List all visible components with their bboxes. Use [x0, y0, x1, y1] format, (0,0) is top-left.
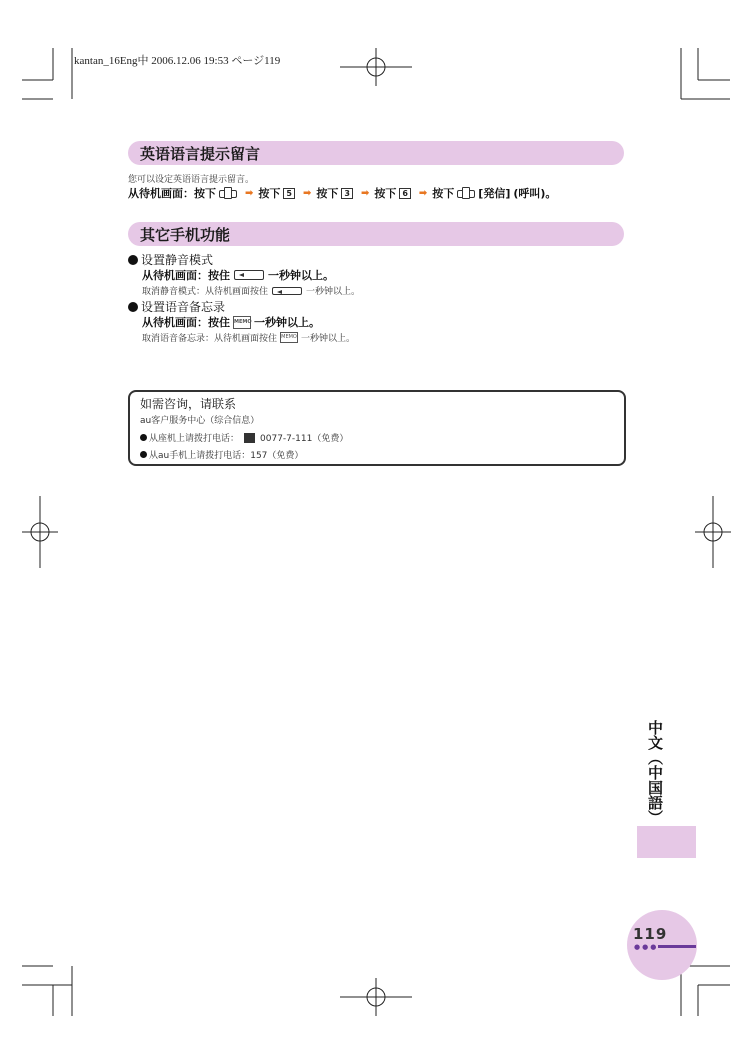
- center-key-icon: [457, 187, 475, 199]
- side-language-title: 中文（中国語）: [646, 720, 664, 825]
- manner-key-icon: [272, 287, 302, 295]
- silent-instr-b: 一秒钟以上。: [268, 269, 334, 282]
- memo-key-icon: MEMO: [233, 316, 251, 329]
- section-title-other-functions: [128, 222, 624, 246]
- section-title-english-message: [128, 141, 624, 165]
- section-title-text: 英语语言提示留言: [140, 145, 261, 163]
- voice-memo-heading: [128, 298, 225, 315]
- contact-box: [128, 390, 626, 466]
- contact-center: au客户服务中心（综合信息）: [140, 416, 260, 426]
- silent-heading-text: 设置静音模式: [141, 253, 214, 267]
- send-label: [発信]: [478, 187, 511, 200]
- silent-cancel-a: 取消静音模式：从待机画面按住: [142, 287, 269, 297]
- section1-instructions: [128, 185, 556, 201]
- instr-prefix: 从待机画面：按下: [128, 187, 216, 200]
- instr-press: 按下: [432, 187, 455, 200]
- mobile-label: 从au手机上请拨打电话：157（免费）: [149, 451, 304, 461]
- bullet-icon: [128, 255, 138, 265]
- key-6-icon: 6: [399, 188, 411, 199]
- section-title-text: 其它手机功能: [140, 226, 231, 244]
- memo-key-icon: MEMO: [280, 332, 298, 343]
- page-dots-icon: ●●●: [634, 943, 659, 951]
- memo-cancel: [142, 331, 355, 344]
- memo-instr-b: 一秒钟以上。: [254, 316, 320, 329]
- bullet-icon: [140, 451, 147, 458]
- memo-instr-a: 从待机画面：按住: [142, 316, 230, 329]
- key-5-icon: 5: [283, 188, 295, 199]
- instr-press: 按下: [374, 187, 397, 200]
- section1-description: 您可以设定英语语言提示留言。: [128, 175, 255, 185]
- silent-instructions: [142, 267, 334, 283]
- arrow-icon: ➡: [245, 187, 254, 199]
- arrow-icon: ➡: [360, 187, 370, 199]
- instr-press: 按下: [258, 187, 281, 200]
- page-number: 119: [633, 925, 668, 943]
- silent-cancel-b: 一秒钟以上。: [306, 287, 361, 297]
- memo-cancel-b: 一秒钟以上。: [301, 334, 356, 344]
- side-tab-block: [637, 826, 696, 858]
- manner-key-icon: [234, 270, 264, 280]
- memo-heading-text: 设置语音备忘录: [141, 300, 226, 314]
- print-header: kantan_16Eng中 2006.12.06 19:53 ページ119: [74, 55, 281, 67]
- page-underline: [658, 945, 696, 948]
- silent-cancel: [142, 284, 360, 297]
- contact-landline: [140, 431, 348, 444]
- memo-cancel-a: 取消语音备忘录：从待机画面按住: [142, 334, 278, 344]
- center-key-icon: [219, 187, 237, 199]
- key-3-icon: 3: [341, 188, 353, 199]
- arrow-icon: ➡: [418, 187, 428, 199]
- instr-press: 按下: [316, 187, 339, 200]
- bullet-icon: [128, 302, 138, 312]
- contact-mobile: [140, 448, 303, 461]
- call-label: (呼叫)。: [513, 187, 557, 200]
- landline-label: 从座机上请拨打电话：: [149, 434, 240, 444]
- free-dial-icon: [244, 433, 255, 443]
- arrow-icon: ➡: [302, 187, 312, 199]
- memo-instructions: [142, 314, 320, 330]
- bullet-icon: [140, 434, 147, 441]
- silent-mode-heading: [128, 251, 213, 268]
- silent-instr-a: 从待机画面：按住: [142, 269, 230, 282]
- contact-title: 如需咨询，请联系: [140, 397, 237, 411]
- landline-number: 0077-7-111（免费）: [260, 434, 349, 444]
